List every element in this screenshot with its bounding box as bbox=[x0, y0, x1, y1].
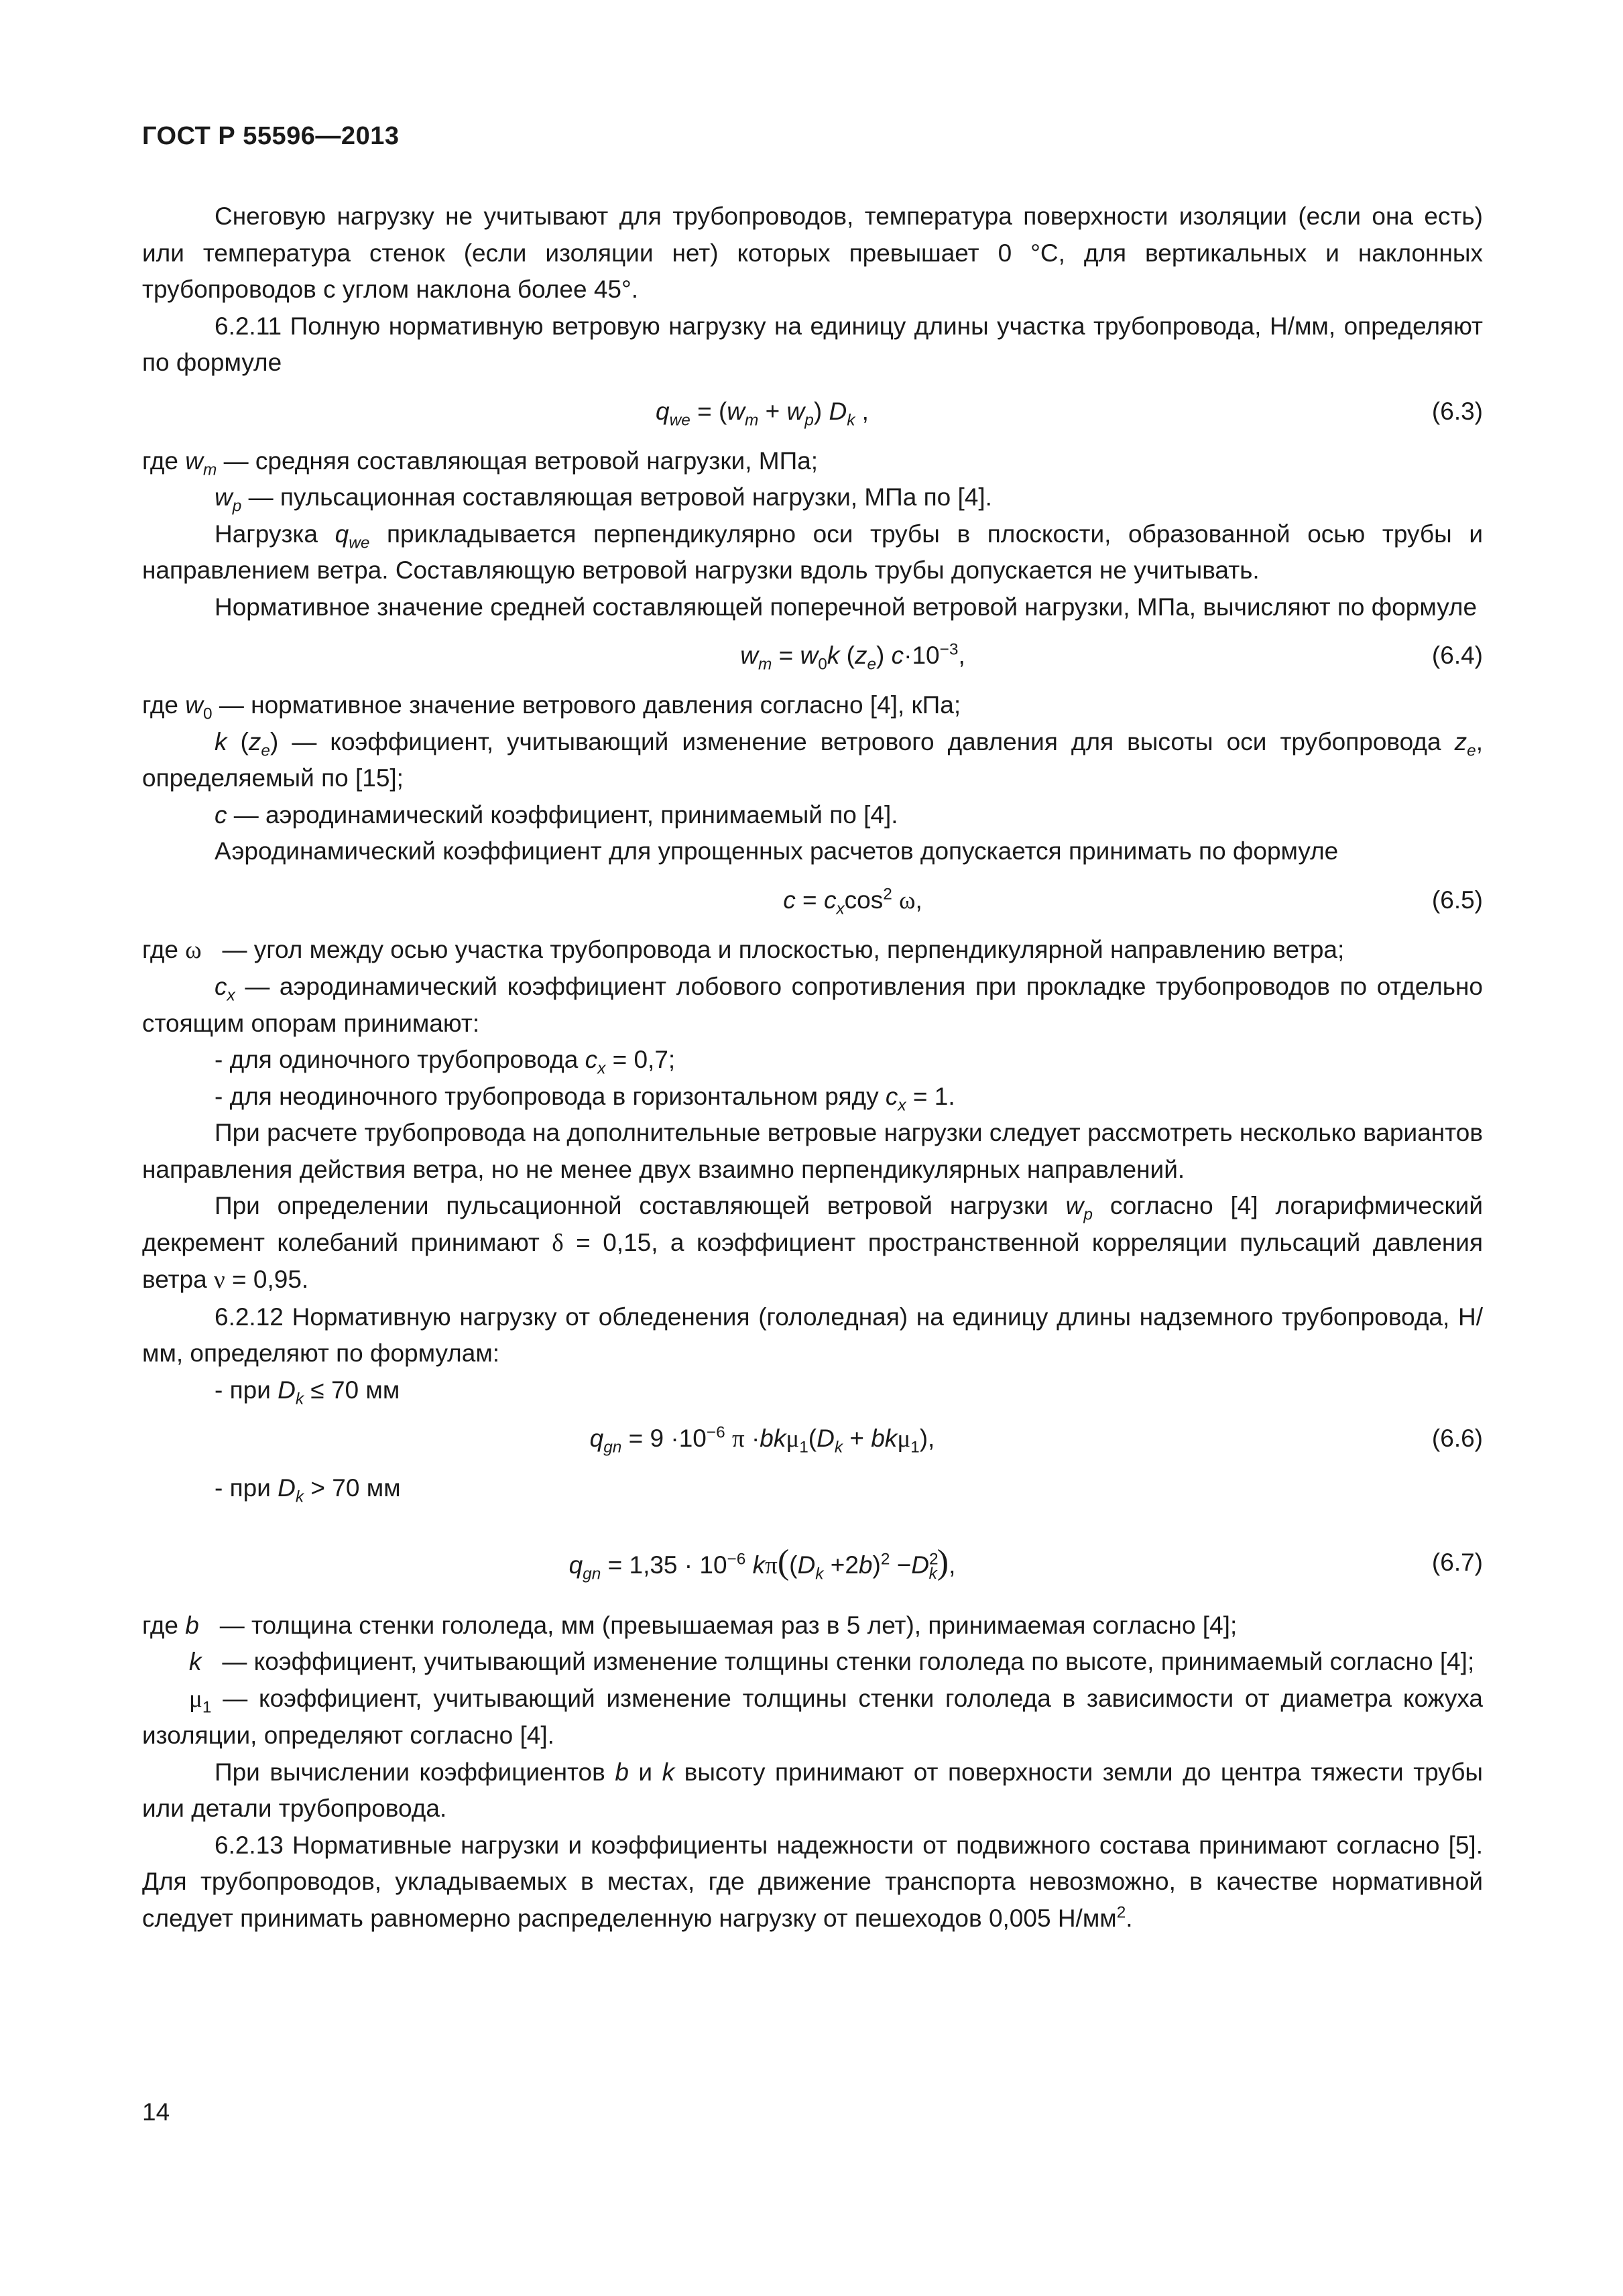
definition-c: c — аэродинамический коэффициент, принимаемый по [4]. bbox=[215, 800, 898, 829]
list-item-single-pipe: - для одиночного трубопровода $c_x = 0,7$; bbox=[215, 1046, 676, 1078]
definition-b: где b — толщина стенки гололеда, мм (превышаемая раз в 5 лет), принимаемая согласно [4]; bbox=[142, 1611, 1238, 1639]
definition-w0: где $w_0$ — нормативное значение ветрового давления согласно [4], кПа; bbox=[142, 691, 961, 723]
definition-wp: $w_p$ — пульсационная составляющая ветровой нагрузки, МПа по [4]. bbox=[215, 483, 992, 516]
paragraph-snow-load: Снеговую нагрузку не учитывают для трубопроводов, температура поверхности изоляции (если она есть) или температура стенок (если изоляции нет) которых превышает 0 °С, для вертикальных и наклонных трубопроводов с углом наклона более 45°. bbox=[142, 202, 1483, 303]
paragraph-6-2-12: 6.2.12 Нормативную нагрузку от обледенения (гололедная) на единицу длины надземного трубопровода, Н/мм, определяют по формулам: bbox=[142, 1303, 1483, 1367]
paragraph-normative-wind: Нормативное значение средней составляющей поперечной ветровой нагрузки, МПа, вычисляют по формуле bbox=[215, 593, 1478, 621]
document-body bbox=[142, 198, 1483, 1937]
equation-6-5 bbox=[142, 870, 1483, 932]
paragraph-pulsation: При определении пульсационной составляющей ветровой нагрузки $w_p$ согласно [4] логарифмический декремент колебаний принимают δ = 0,15, а коэффициент пространственной корреляции пульсаций давления ветра ν = 0,95. bbox=[142, 1192, 1484, 1294]
equation-6-6 bbox=[142, 1408, 1483, 1470]
equation-number: (6.4) bbox=[1431, 642, 1483, 669]
condition-dk-gt-70: - при $D_k > 70$ мм bbox=[215, 1474, 401, 1506]
equation-formula: $w_m = w_0k$ $(z_e)$ $c\cdot 10^{-3}$, bbox=[740, 640, 965, 674]
definition-cx: $c_x$ — аэродинамический коэффициент лобового сопротивления при прокладке трубопроводов по отдельно стоящим опорам принимают: bbox=[142, 973, 1483, 1037]
definition-k-ice: k — коэффициент, учитывающий изменение толщины стенки гололеда по высоте, принимаемый согласно [4]; bbox=[189, 1648, 1475, 1675]
list-item-row-pipe: - для неодиночного трубопровода в горизонтальном ряду $c_x = 1$. bbox=[215, 1082, 955, 1114]
equation-6-3 bbox=[142, 381, 1483, 443]
equation-formula: $q_{we} = (w_m + w_p)$ $D_k$ , bbox=[656, 397, 869, 429]
equation-number: (6.5) bbox=[1431, 886, 1483, 914]
definition-wm: где $w_m$ — средняя составляющая ветровой нагрузки, МПа; bbox=[142, 446, 819, 479]
paragraph-coef-height: При вычислении коэффициентов b и k высоту принимают от поверхности земли до центра тяжести трубы или детали трубопровода. bbox=[142, 1758, 1483, 1822]
paragraph-6-2-13: 6.2.13 Нормативные нагрузки и коэффициенты надежности от подвижного состава принимают согласно [5]. Для трубопроводов, укладываемых в местах, где движение транспорта невозможно, в качестве нормативной следует принимать равномерно распределенную нагрузку от пешеходов 0,005 $Н/мм^2$. bbox=[142, 1831, 1483, 1932]
equation-6-7 bbox=[142, 1507, 1483, 1608]
document-header: ГОСТ Р 55596—2013 bbox=[142, 122, 400, 150]
equation-formula: $q_{gn} = 1,35 \cdot 10^{-6}$ $k\pi((D_k +2b)^2 -D^2_k)$, bbox=[568, 1543, 956, 1583]
paragraph-6-2-11: 6.2.11 Полную нормативную ветровую нагрузку на единицу длины участка трубопровода, Н/мм, определяют по формуле bbox=[142, 312, 1483, 376]
definition-k: k $(z_e)$ — коэффициент, учитывающий изменение ветрового давления для высоты оси трубопровода $z_e$, определяемый по [15]; bbox=[142, 727, 1484, 792]
equation-6-4 bbox=[142, 625, 1483, 687]
equation-formula: $c = c_x\cos^2$ ω, bbox=[783, 885, 922, 918]
paragraph-aero-coef: Аэродинамический коэффициент для упрощенных расчетов допускается принимать по формуле bbox=[215, 837, 1339, 865]
equation-number: (6.3) bbox=[1431, 397, 1483, 425]
paragraph-qwe: Нагрузка $q_{we}$ прикладывается перпендикулярно оси трубы в плоскости, образованной осью трубы и направлением ветра. Составляющую ветровой нагрузки вдоль трубы допускается не учитывать. bbox=[142, 520, 1483, 584]
definition-mu1: $\mu_1$ — коэффициент, учитывающий изменение толщины стенки гололеда в зависимости от диаметра кожуха изоляции, определяют согласно [4]. bbox=[142, 1684, 1484, 1749]
page-number: 14 bbox=[142, 2098, 170, 2126]
definition-omega: где ω — угол между осью участка трубопровода и плоскостью, перпендикулярной направлению ветра; bbox=[142, 935, 1345, 964]
paragraph-wind-directions: При расчете трубопровода на дополнительные ветровые нагрузки следует рассмотреть несколько вариантов направления действия ветра, но не менее двух взаимно перпендикулярных направлений. bbox=[142, 1119, 1483, 1183]
condition-dk-le-70: - при $D_k \le 70$ мм bbox=[215, 1376, 400, 1408]
equation-number: (6.6) bbox=[1431, 1425, 1483, 1452]
equation-number: (6.7) bbox=[1431, 1548, 1483, 1576]
equation-formula: $q_{gn} = 9 \cdot 10^{-6}$ $\pi \cdot bk\mu_1(D_k + bk\mu_1)$, bbox=[589, 1423, 935, 1457]
